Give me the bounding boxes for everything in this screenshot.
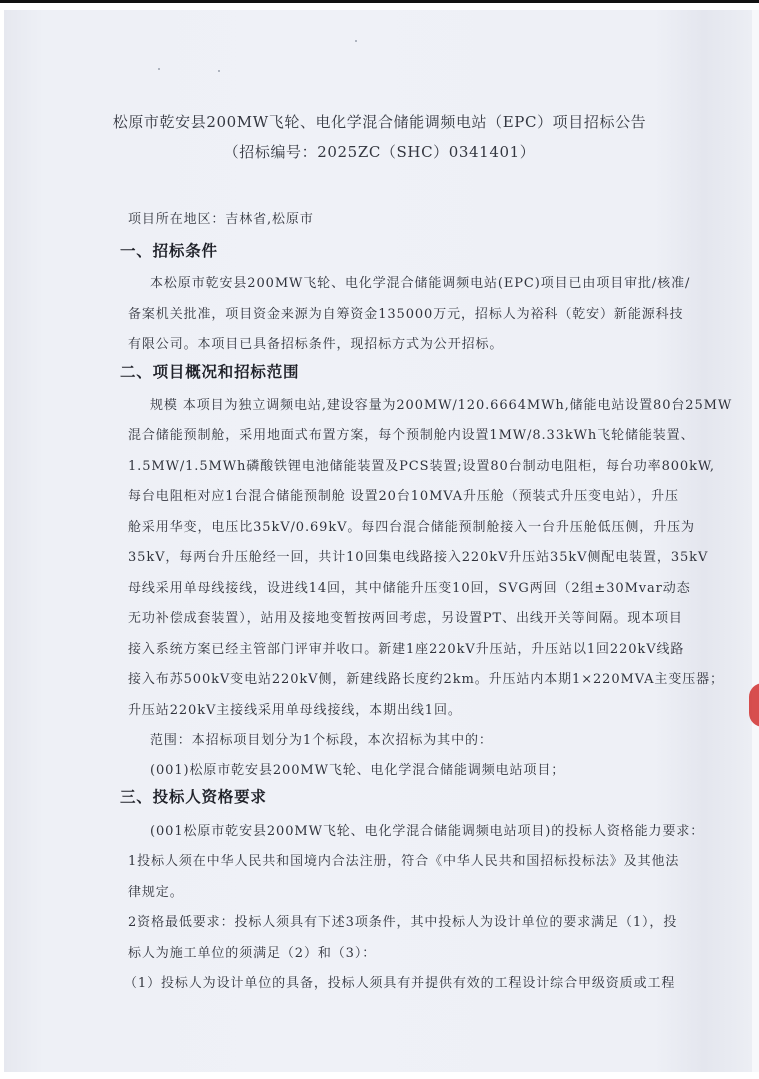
top-border xyxy=(0,0,759,3)
paragraph-line: 规模 本项目为独立调频电站,建设容量为200MW/120.6664MWh,储能电站设置80台25MW xyxy=(150,398,733,413)
paragraph-line: 有限公司。本项目已具备招标条件，现招标方式为公开招标。 xyxy=(128,337,504,352)
paragraph-line: 舱采用华变，电压比35kV/0.69kV。每四台混合储能预制舱接入一台升压舱低压侧，升压为 xyxy=(128,520,695,535)
paragraph-line: (001松原市乾安县200MW飞轮、电化学混合储能调频电站项目)的投标人资格能力要求： xyxy=(150,824,705,839)
paragraph-line: 律规定。 xyxy=(128,885,184,900)
paragraph-line: 标人为施工单位的须满足（2）和（3）： xyxy=(128,946,377,961)
scan-speck xyxy=(218,70,220,72)
section-heading-1: 一、招标条件 xyxy=(120,242,218,260)
paragraph-line: (001)松原市乾安县200MW飞轮、电化学混合储能调频电站项目； xyxy=(150,763,566,778)
paragraph-line: 无功补偿成套装置），站用及接地变暂按两回考虑，另设置PT、出线开关等间隔。现本项目 xyxy=(128,611,683,626)
paragraph-line: 混合储能预制舱，采用地面式布置方案，每个预制舱内设置1MW/8.33kWh飞轮储能装置、 xyxy=(128,428,695,443)
section-heading-2: 二、项目概况和招标范围 xyxy=(120,363,300,381)
paragraph-line: 范围：本招标项目划分为1个标段，本次招标为其中的： xyxy=(150,733,493,748)
paragraph-line: 备案机关批准，项目资金来源为自筹资金135000万元，招标人为裕科（乾安）新能源科技 xyxy=(128,307,684,322)
paragraph-line: 2资格最低要求：投标人须具有下述3项条件，其中投标人为设计单位的要求满足（1），投 xyxy=(128,915,678,930)
paragraph-line: （1）投标人为设计单位的具备，投标人须具有并提供有效的工程设计综合甲级资质或工程 xyxy=(124,976,676,991)
section-heading-3: 三、投标人资格要求 xyxy=(120,788,267,806)
paragraph-line: 本松原市乾安县200MW飞轮、电化学混合储能调频电站(EPC)项目已由项目审批/核准/ xyxy=(150,276,691,291)
document-title: 松原市乾安县200MW飞轮、电化学混合储能调频电站（EPC）项目招标公告 xyxy=(112,113,647,131)
red-seal-edge xyxy=(749,683,759,727)
paragraph-line: 升压站220kV主接线采用单母线接线，本期出线1回。 xyxy=(128,703,462,718)
paragraph-line: 接入布苏500kV变电站220kV侧，新建线路长度约2km。升压站内本期1×220MVA主变压器； xyxy=(128,672,724,687)
scan-speck xyxy=(158,68,160,70)
scan-speck xyxy=(355,40,357,42)
paragraph-line: 母线采用单母线接线，设进线14回，其中储能升压变10回，SVG两回（2组±30Mvar动态 xyxy=(128,581,691,596)
paragraph-line: 35kV，每两台升压舱经一回，共计10回集电线路接入220kV升压站35kV侧配电装置，35kV xyxy=(128,550,709,565)
project-region: 项目所在地区：吉林省,松原市 xyxy=(128,212,314,227)
paragraph-line: 1投标人须在中华人民共和国境内合法注册，符合《中华人民共和国招标投标法》及其他法 xyxy=(128,854,680,869)
page-edge xyxy=(752,10,759,1072)
paragraph-line: 接入系统方案已经主管部门评审并收口。新建1座220kV升压站，升压站以1回220kV线路 xyxy=(128,642,685,657)
paragraph-line: 每台电阻柜对应1台混合储能预制舱 设置20台10MVA升压舱（预装式升压变电站），升压 xyxy=(128,489,679,504)
tender-number: （招标编号：2025ZC（SHC）0341401） xyxy=(223,143,536,161)
paragraph-line: 1.5MW/1.5MWh磷酸铁锂电池储能装置及PCS装置;设置80台制动电阻柜，每台功率800kW, xyxy=(128,459,715,474)
